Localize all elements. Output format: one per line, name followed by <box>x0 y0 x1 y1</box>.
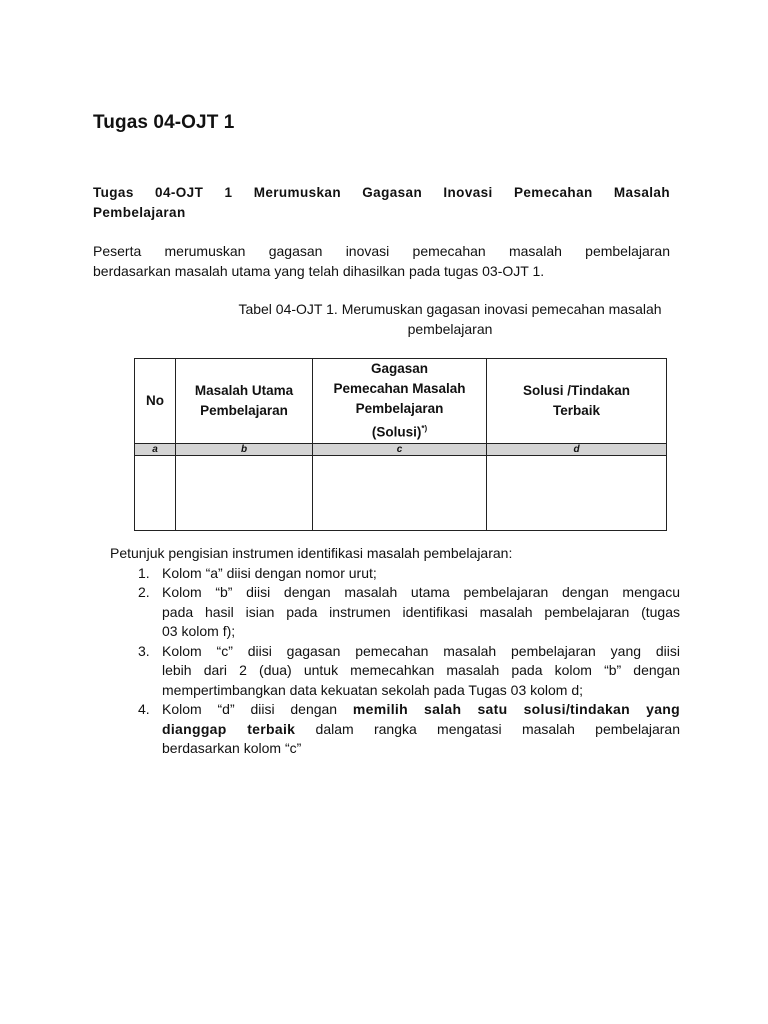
table-header-row <box>135 359 667 444</box>
task-subtitle-line-2: Pembelajaran <box>93 205 186 220</box>
list-item-line: Kolom “c” diisi gagasan pemecahan masalah pembelajaran yang diisi <box>162 642 680 659</box>
header-no-label: No <box>146 392 164 408</box>
table-caption-line-1: Tabel 04-OJT 1. Merumuskan gagasan inovasi pemecahan masalah <box>238 301 662 317</box>
header-solusi <box>487 359 667 444</box>
header-gagasan <box>313 359 487 444</box>
intro-paragraph <box>93 241 670 281</box>
header-masalah-utama <box>176 359 313 444</box>
empty-cell-masalah <box>176 455 313 530</box>
header-no <box>135 359 176 444</box>
empty-cell-no <box>135 455 176 530</box>
list-item-text: Kolom “d” diisi dengan <box>162 701 353 717</box>
solution-table <box>134 358 667 531</box>
header-masalah-line-2: Pembelajaran <box>200 402 288 418</box>
empty-cell-solusi <box>487 455 667 530</box>
header-solusi-line-1: Solusi /Tindakan <box>522 382 631 398</box>
list-item <box>110 564 680 584</box>
list-item-line: lebih dari 2 (dua) untuk memecahkan masalah pada kolom “b” dengan <box>162 662 680 678</box>
instructions-list <box>110 564 680 759</box>
header-gagasan-line-1: Gagasan <box>370 361 429 376</box>
header-masalah-line-1: Masalah Utama <box>194 382 294 398</box>
list-item-line: 03 kolom f); <box>162 623 236 639</box>
task-subtitle-line-1: Tugas 04-OJT 1 Merumuskan Gagasan Inovasi Pemecahan Masalah <box>93 185 670 200</box>
header-gagasan-line-3: Pembelajaran <box>355 401 444 416</box>
instructions-lead: Petunjuk pengisian instrumen identifikasi masalah pembelajaran: <box>110 545 513 561</box>
list-item-text: dalam rangka mengatasi masalah pembelajaran <box>295 720 680 737</box>
list-item-line: mempertimbangkan data kekuatan sekolah pada Tugas 03 kolom d; <box>162 681 584 698</box>
list-item <box>110 583 680 642</box>
task-subtitle <box>93 183 670 223</box>
header-solusi-line-2: Terbaik <box>552 402 601 418</box>
column-code-c: c <box>313 443 487 455</box>
empty-cell-gagasan <box>313 455 487 530</box>
list-item-emphasis: dianggap terbaik <box>162 720 296 737</box>
list-item-emphasis: memilih salah satu solusi/tindakan yang <box>352 701 680 717</box>
header-gagasan-footnote: *) <box>421 424 428 433</box>
column-code-b: b <box>176 443 313 455</box>
list-item-number: 2. <box>138 584 150 600</box>
page-title: Tugas 04-OJT 1 <box>93 112 235 133</box>
list-item <box>110 700 680 759</box>
list-item-line: Kolom “a” diisi dengan nomor urut; <box>162 564 377 581</box>
column-code-a: a <box>135 443 176 455</box>
list-item-number: 3. <box>138 642 150 659</box>
list-item-number: 1. <box>138 564 150 581</box>
table-caption-line-2: pembelajaran <box>407 321 493 337</box>
list-item-line: berdasarkan kolom “c” <box>162 740 302 756</box>
column-code-row <box>135 443 667 455</box>
header-gagasan-line-4: (Solusi) <box>371 424 422 440</box>
intro-line-1: Peserta merumuskan gagasan inovasi pemecahan masalah pembelajaran <box>93 243 670 259</box>
list-item-line: pada hasil isian pada instrumen identifikasi masalah pembelajaran (tugas <box>162 603 680 620</box>
list-item-line: Kolom “b” diisi dengan masalah utama pembelajaran dengan mengacu <box>162 584 680 600</box>
list-item <box>110 642 680 701</box>
header-gagasan-line-2: Pemecahan Masalah <box>333 381 466 396</box>
table-row <box>135 455 667 530</box>
list-item-line <box>162 700 680 720</box>
instructions-section <box>110 544 680 759</box>
table-caption <box>150 299 750 339</box>
intro-line-2: berdasarkan masalah utama yang telah dihasilkan pada tugas 03-OJT 1. <box>93 263 545 279</box>
list-item-number: 4. <box>138 701 150 717</box>
column-code-d: d <box>487 443 667 455</box>
list-item-line <box>162 720 680 740</box>
